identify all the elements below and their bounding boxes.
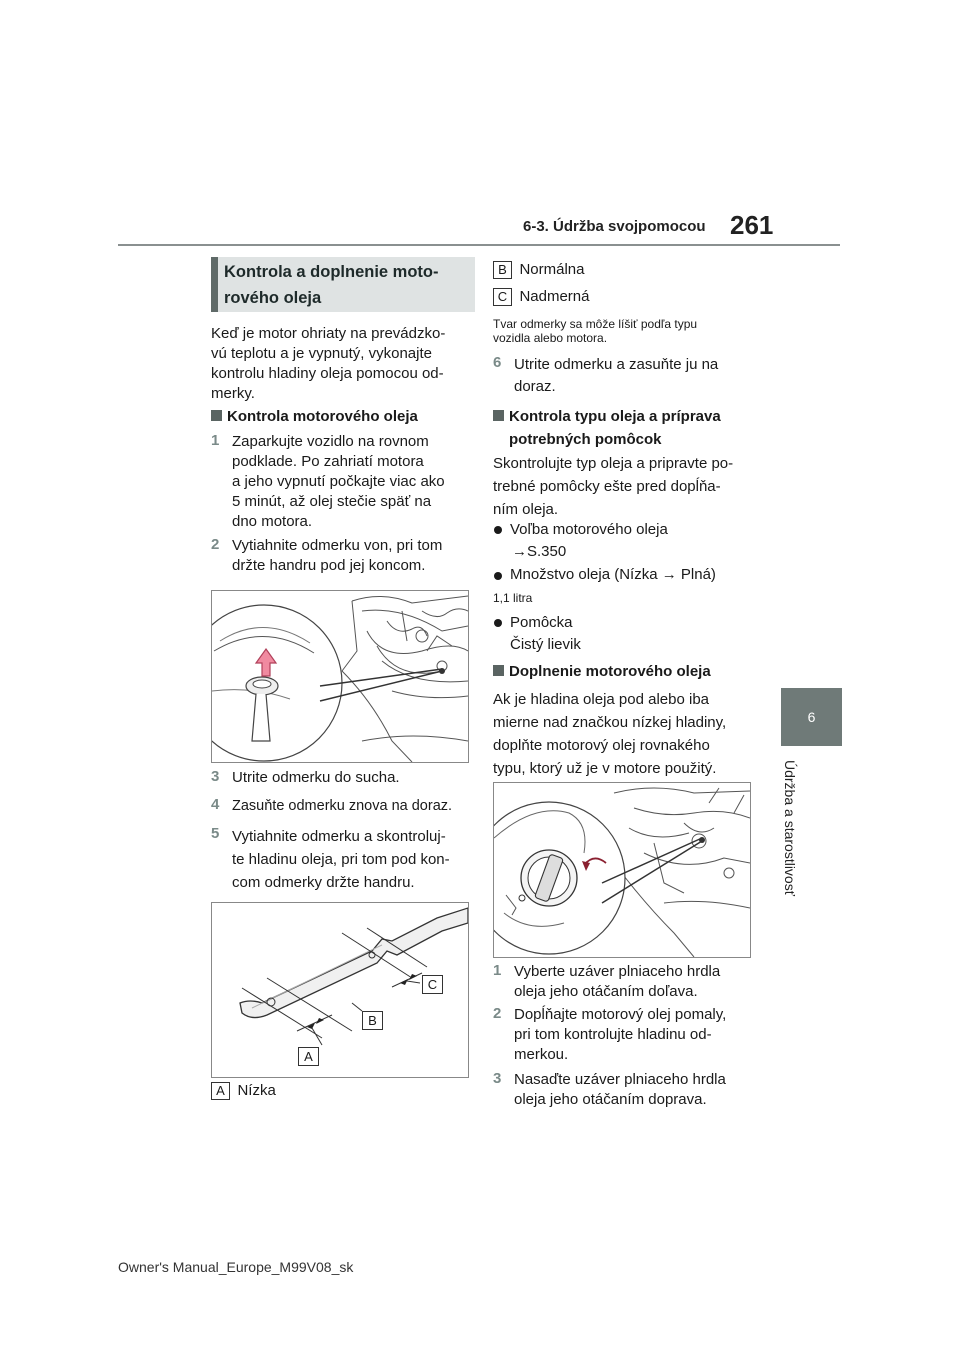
add-oil-paragraph — [493, 688, 758, 780]
paragraph-line: ním oleja. — [493, 501, 559, 518]
step-number: 1 — [211, 432, 220, 449]
step-number: 6 — [493, 354, 502, 371]
right-step-1-text — [514, 962, 759, 1002]
step-line: com odmerky držte handru. — [232, 874, 415, 891]
section-title — [224, 259, 469, 311]
chapter-side-label: Údržba a starostlivosť — [782, 760, 798, 896]
intro-line: kontrolu hladiny oleja pomocou od- — [211, 365, 444, 382]
bullet-dot-icon — [494, 526, 502, 534]
subheading-text: Doplnenie motorového oleja — [509, 663, 711, 680]
oil-type-paragraph — [493, 452, 758, 521]
step-line: oleja jeho otáčaním doprava. — [514, 1091, 707, 1108]
paragraph-line: mierne nad značkou nízkej hladiny, — [493, 714, 727, 731]
page-reference-link[interactable]: →S.350 — [512, 543, 567, 560]
chapter-tab[interactable] — [781, 688, 842, 746]
chapter-side-label-wrap — [782, 760, 820, 900]
note-line: Tvar odmerky sa môže líšiť podľa typu — [493, 317, 698, 331]
bullet-tool — [510, 612, 581, 656]
step-3-text: Utrite odmerku do sucha. — [232, 769, 400, 786]
bullet-oil-quantity: Množstvo oleja (Nízka → Plná) — [510, 566, 716, 583]
step-line: merkou. — [514, 1046, 569, 1063]
bullet-text: Voľba motorového oleja — [510, 521, 668, 538]
step-line: Vyberte uzáver plniaceho hrdla — [514, 963, 721, 980]
page-number: 261 — [730, 210, 774, 240]
intro-line: merky. — [211, 385, 255, 402]
chapter-number: 6 — [807, 709, 816, 725]
legend-b-box: B — [493, 261, 512, 279]
step-line: Nasaďte uzáver plniaceho hrdla — [514, 1071, 726, 1088]
step-line: Vytiahnite odmerku von, pri tom — [232, 537, 443, 554]
bullet-value: Čistý lievik — [510, 636, 581, 653]
step-4-text: Zasuňte odmerku znova na doraz. — [232, 798, 453, 814]
legend-c-text: Nadmerná — [519, 288, 590, 305]
step-line: Utrite odmerku a zasuňte ju na — [514, 356, 719, 373]
paragraph-line: typu, ktorý už je v motore použitý. — [493, 760, 717, 777]
step-line: dno motora. — [232, 513, 313, 530]
step-number: 1 — [493, 962, 502, 979]
step-line: pri tom kontrolujte hladinu od- — [514, 1026, 712, 1043]
step-number: 5 — [211, 825, 220, 842]
step-5-text — [232, 825, 477, 894]
paragraph-line: Skontrolujte typ oleja a pripravte po- — [493, 455, 734, 472]
bullet-oil-choice — [510, 519, 668, 563]
subheading-oil-type — [493, 405, 721, 451]
subheading-check-oil — [211, 407, 418, 427]
subheading-text: Kontrola motorového oleja — [227, 408, 418, 425]
subheading-add-oil — [493, 662, 711, 682]
note-line: vozidla alebo motora. — [493, 331, 608, 345]
engine-bay-illustration — [212, 591, 468, 762]
figure-dipstick-levels — [211, 902, 469, 1078]
right-step-2-text — [514, 1005, 759, 1065]
paragraph-line: doplňte motorový olej rovnakého — [493, 737, 710, 754]
bullet-text: Pomôcka — [510, 614, 573, 631]
step-1-text — [232, 432, 472, 532]
paragraph-line: trebné pomôcky ešte pred dopĺňa- — [493, 478, 721, 495]
step-line: Zaparkujte vozidlo na rovnom — [232, 433, 429, 450]
step-number: 2 — [211, 536, 220, 553]
bullet-dot-icon — [494, 572, 502, 580]
oil-filler-illustration — [494, 783, 750, 957]
intro-line: Keď je motor ohriaty na prevádzko- — [211, 325, 446, 342]
header-rule — [118, 244, 840, 246]
legend-a-text: Nízka — [237, 1082, 276, 1099]
step-line: Dopĺňajte motorový olej pomaly, — [514, 1006, 727, 1023]
legend-b-text: Normálna — [519, 261, 585, 278]
step-number: 3 — [211, 768, 220, 785]
intro-line: vú teplotu a je vypnutý, vykonajte — [211, 345, 432, 362]
intro-paragraph — [211, 324, 471, 404]
step-line: a jeho vypnutí počkajte viac ako — [232, 473, 445, 490]
bullet-dot-icon — [494, 619, 502, 627]
step-6-text — [514, 354, 754, 398]
footer-manual-id: Owner's Manual_Europe_M99V08_sk — [118, 1259, 354, 1275]
step-number: 4 — [211, 796, 220, 813]
legend-c-box: C — [493, 288, 512, 306]
legend-b — [493, 260, 584, 280]
step-line: te hladinu oleja, pri tom pod kon- — [232, 851, 450, 868]
section-title-line-2: rového oleja — [224, 289, 322, 307]
legend-a-box: A — [211, 1082, 230, 1100]
step-line: 5 minút, až olej stečie späť na — [232, 493, 432, 510]
figure-oil-filler-cap — [493, 782, 751, 958]
step-line: doraz. — [514, 378, 556, 395]
step-number: 2 — [493, 1005, 502, 1022]
paragraph-line: Ak je hladina oleja pod alebo iba — [493, 691, 709, 708]
subheading-text: Kontrola typu oleja a príprava — [509, 408, 721, 425]
square-bullet-icon — [211, 410, 222, 421]
section-title-line-1: Kontrola a doplnenie moto- — [224, 263, 439, 281]
step-line: podklade. Po zahriatí motora — [232, 453, 424, 470]
section-title-box — [211, 257, 475, 312]
step-2-text — [232, 536, 472, 576]
step-number: 3 — [493, 1070, 502, 1087]
label-c: C — [422, 975, 443, 994]
square-bullet-icon — [493, 410, 504, 421]
right-step-3-text — [514, 1070, 759, 1110]
label-a: A — [298, 1047, 319, 1066]
note-text — [493, 317, 753, 345]
figure-pull-dipstick — [211, 590, 469, 763]
label-b: B — [362, 1011, 383, 1030]
oil-quantity-value: 1,1 litra — [493, 591, 533, 605]
step-line: Vytiahnite odmerku a skontroluj- — [232, 828, 446, 845]
step-line: držte handru pod jej koncom. — [232, 557, 426, 574]
step-line: oleja jeho otáčaním doľava. — [514, 983, 698, 1000]
header-section-title: 6-3. Údržba svojpomocou — [523, 218, 706, 235]
square-bullet-icon — [493, 665, 504, 676]
legend-a — [211, 1081, 276, 1101]
subheading-text: potrebných pomôcok — [509, 431, 662, 448]
legend-c — [493, 287, 590, 307]
